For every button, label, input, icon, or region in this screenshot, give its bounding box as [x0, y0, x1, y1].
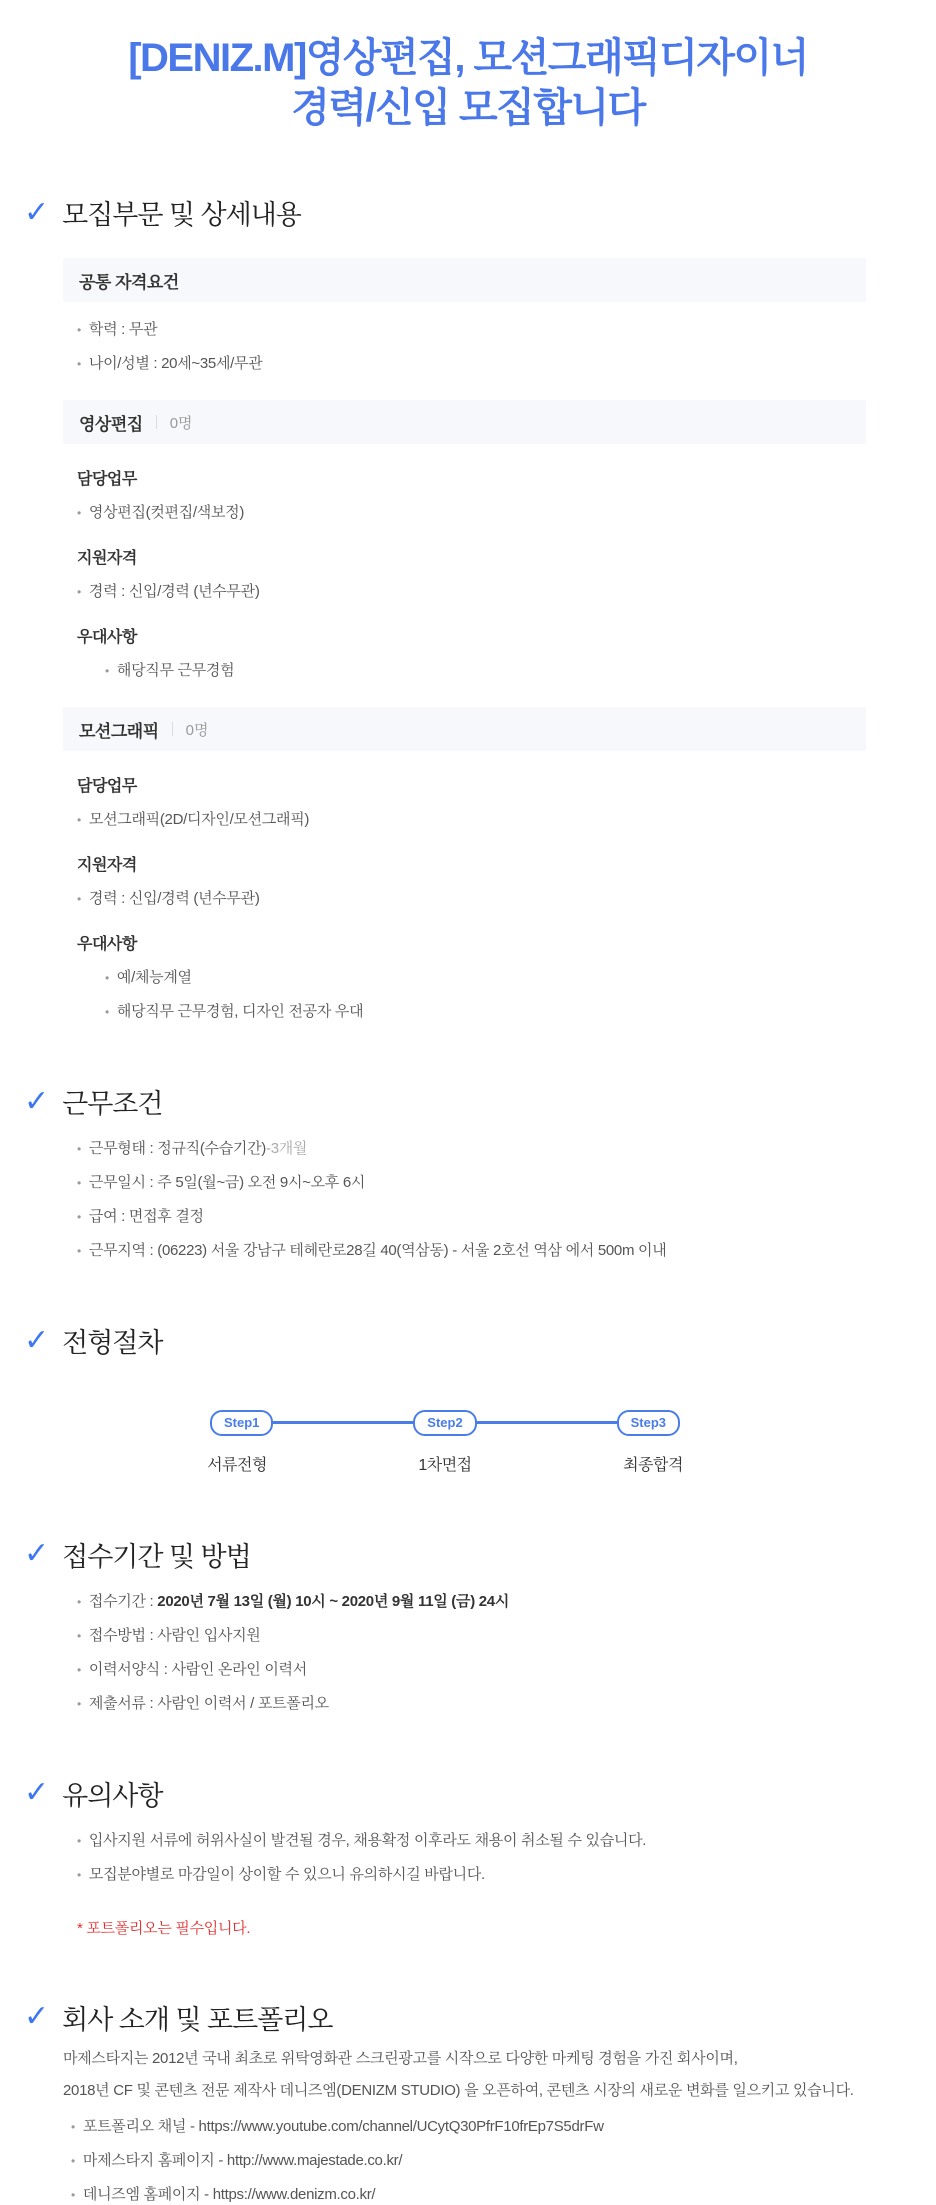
list-item: • 마제스타지 홈페이지 - http://www.majestade.co.kr/	[71, 2151, 866, 2171]
list-item: • 근무일시 : 주 5일(월~금) 오전 9시~오후 6시	[77, 1173, 866, 1193]
position-video-editing-header	[63, 400, 866, 444]
section-recruit-heading	[24, 193, 866, 232]
work-conditions-list	[63, 1139, 866, 1261]
box-title: 공통 자격요건	[79, 272, 179, 292]
bullet-icon	[71, 2117, 75, 2137]
application-period: 2020년 7월 13일 (월) 10시 ~ 2020년 9월 11일 (금) 24시	[157, 1592, 510, 1610]
common-qualification-box-header	[63, 258, 866, 302]
check-icon: ✓	[24, 1537, 50, 1571]
group-list	[63, 810, 866, 830]
bullet-icon	[77, 503, 81, 523]
bullet-icon	[77, 1660, 81, 1680]
list-item: • 해당직무 근무경험, 디자인 전공자 우대	[77, 1002, 866, 1022]
page-title-line2: 경력/신입 모집합니다	[291, 85, 645, 130]
common-qualification-list	[63, 320, 866, 374]
company-links-list	[63, 2117, 866, 2205]
bullet-icon	[77, 889, 81, 909]
denizm-homepage-url: https://www.denizm.co.kr/	[212, 2186, 376, 2204]
list-item: • 모집분야별로 마감일이 상이할 수 있으니 유의하시길 바랍니다.	[77, 1865, 866, 1885]
bullet-icon	[77, 1865, 81, 1885]
step1-badge: Step1	[210, 1410, 273, 1436]
section-title: 근무조건	[62, 1089, 163, 1120]
group-title: 우대사항	[77, 936, 137, 954]
list-item: • 경력 : 신입/경력 (년수무관)	[77, 889, 866, 909]
check-icon: ✓	[24, 195, 50, 229]
group-list	[63, 889, 866, 909]
position-name: 영상편집	[79, 414, 143, 434]
company-intro-line2: 2018년 CF 및 콘텐츠 전문 제작사 데니즈엠(DENIZM STUDIO) 을 오픈하여, 콘텐츠 시장의 새로운 변화를 일으키고 있습니다.	[63, 2082, 854, 2100]
list-item: • 포트폴리오 채널 - https://www.youtube.com/channel/UCytQ30PfrF10frEp7S5drFw	[71, 2117, 866, 2137]
group-title: 지원자격	[77, 550, 137, 568]
notice-list	[63, 1831, 866, 1885]
section-hiring-process	[0, 1321, 936, 1475]
list-item: • 근무형태 : 정규직(수습기간)-3개월	[77, 1139, 866, 1159]
section-notice-heading	[24, 1774, 866, 1813]
bullet-icon	[77, 354, 81, 374]
section-title: 전형절차	[62, 1328, 163, 1359]
section-application	[0, 1535, 936, 1714]
bullet-icon	[71, 2185, 75, 2205]
list-item: • 급여 : 면접후 결정	[77, 1207, 866, 1227]
page-title-line1: [DENIZ.M]영상편집, 모션그래픽디자이너	[128, 36, 808, 80]
bullet-icon	[77, 1241, 81, 1261]
section-work-body	[63, 1139, 866, 1261]
section-title: 접수기간 및 방법	[62, 1541, 251, 1572]
position-motion-graphic-header	[63, 707, 866, 751]
section-application-body	[63, 1592, 866, 1714]
step2-label: 1차면접	[418, 1456, 472, 1474]
list-item: • 경력 : 신입/경력 (년수무관)	[77, 582, 866, 602]
list-item: • 영상편집(컷편집/색보정)	[77, 503, 866, 523]
bullet-icon	[77, 1173, 81, 1193]
application-list	[63, 1592, 866, 1714]
list-item: • 학력 : 무관	[77, 320, 866, 340]
section-work-conditions	[0, 1082, 936, 1261]
position-name: 모션그래픽	[79, 721, 159, 741]
group-list	[63, 582, 866, 602]
section-notice	[0, 1774, 936, 1938]
portfolio-required-warning: * 포트폴리오는 필수입니다.	[77, 1919, 251, 1937]
group-title: 담당업무	[77, 471, 137, 489]
page-title	[0, 34, 936, 133]
section-process-heading	[24, 1321, 866, 1360]
bullet-icon	[77, 582, 81, 602]
probation-note: -3개월	[266, 1140, 308, 1158]
process-step-labels	[207, 1452, 683, 1475]
bullet-icon	[105, 661, 109, 681]
section-title: 모집부문 및 상세내용	[62, 200, 301, 231]
group-list	[63, 503, 866, 523]
section-company	[0, 1998, 936, 2205]
list-item: • 모션그래픽(2D/디자인/모션그래픽)	[77, 810, 866, 830]
group-title: 담당업무	[77, 778, 137, 796]
list-item: • 입사지원 서류에 허위사실이 발견될 경우, 채용확정 이후라도 채용이 취소될 수 있습니다.	[77, 1831, 866, 1851]
group-list	[63, 968, 866, 1022]
vertical-divider	[172, 722, 173, 736]
list-item: • 나이/성별 : 20세~35세/무관	[77, 354, 866, 374]
section-recruit	[0, 193, 936, 1022]
bullet-icon	[105, 968, 109, 988]
list-item: • 이력서양식 : 사람인 온라인 이력서	[77, 1660, 866, 1680]
list-item: • 접수기간 : 2020년 7월 13일 (월) 10시 ~ 2020년 9월 11일 (금) 24시	[77, 1592, 866, 1612]
process-steps-row	[210, 1410, 680, 1436]
section-recruit-body	[63, 258, 866, 1022]
section-company-body	[63, 2043, 866, 2205]
section-title: 유의사항	[62, 1780, 163, 1811]
bullet-icon	[77, 1139, 81, 1159]
company-intro-line1: 마제스타지는 2012년 국내 최초로 위탁영화관 스크린광고를 시작으로 다양한 마케팅 경험을 가진 회사이며,	[63, 2049, 738, 2067]
group-title: 우대사항	[77, 629, 137, 647]
majestade-homepage-url: http://www.majestade.co.kr/	[226, 2152, 403, 2170]
list-item: • 근무지역 : (06223) 서울 강남구 테헤란로28길 40(역삼동) - 서울 2호선 역삼 에서 500m 이내	[77, 1241, 866, 1261]
step3-badge: Step3	[617, 1410, 680, 1436]
portfolio-channel-url: https://www.youtube.com/channel/UCytQ30PfrF10frEp7S5drFw	[198, 2118, 604, 2136]
bullet-icon	[77, 1592, 81, 1612]
check-icon: ✓	[24, 1084, 50, 1118]
bullet-icon	[77, 1207, 81, 1227]
section-application-heading	[24, 1535, 866, 1574]
bullet-icon	[77, 1694, 81, 1714]
bullet-icon	[71, 2151, 75, 2171]
section-notice-body	[63, 1831, 866, 1938]
step3-label: 최종합격	[623, 1456, 683, 1474]
check-icon: ✓	[24, 1323, 50, 1357]
step-connector-line	[270, 1421, 416, 1424]
check-icon: ✓	[24, 2000, 50, 2034]
bullet-icon	[77, 320, 81, 340]
list-item: • 제출서류 : 사람인 이력서 / 포트폴리오	[77, 1694, 866, 1714]
bullet-icon	[77, 1626, 81, 1646]
list-item: • 접수방법 : 사람인 입사지원	[77, 1626, 866, 1646]
process-steps	[207, 1410, 683, 1475]
job-posting-page	[0, 34, 936, 2205]
step1-label: 서류전형	[207, 1456, 267, 1474]
bullet-icon	[105, 1002, 109, 1022]
step-connector-line	[474, 1421, 620, 1424]
position-count: 0명	[169, 414, 193, 432]
section-title: 회사 소개 및 포트폴리오	[62, 2004, 333, 2035]
bullet-icon	[77, 1831, 81, 1851]
position-count: 0명	[185, 721, 209, 739]
group-title: 지원자격	[77, 857, 137, 875]
group-list	[63, 661, 866, 681]
step2-badge: Step2	[413, 1410, 476, 1436]
bullet-icon	[77, 810, 81, 830]
list-item: • 데니즈엠 홈페이지 - https://www.denizm.co.kr/	[71, 2185, 866, 2205]
section-work-heading	[24, 1082, 866, 1121]
list-item: • 해당직무 근무경험	[77, 661, 866, 681]
list-item: • 예/체능계열	[77, 968, 866, 988]
check-icon: ✓	[24, 1776, 50, 1810]
section-company-heading	[24, 1998, 866, 2037]
vertical-divider	[156, 415, 157, 429]
